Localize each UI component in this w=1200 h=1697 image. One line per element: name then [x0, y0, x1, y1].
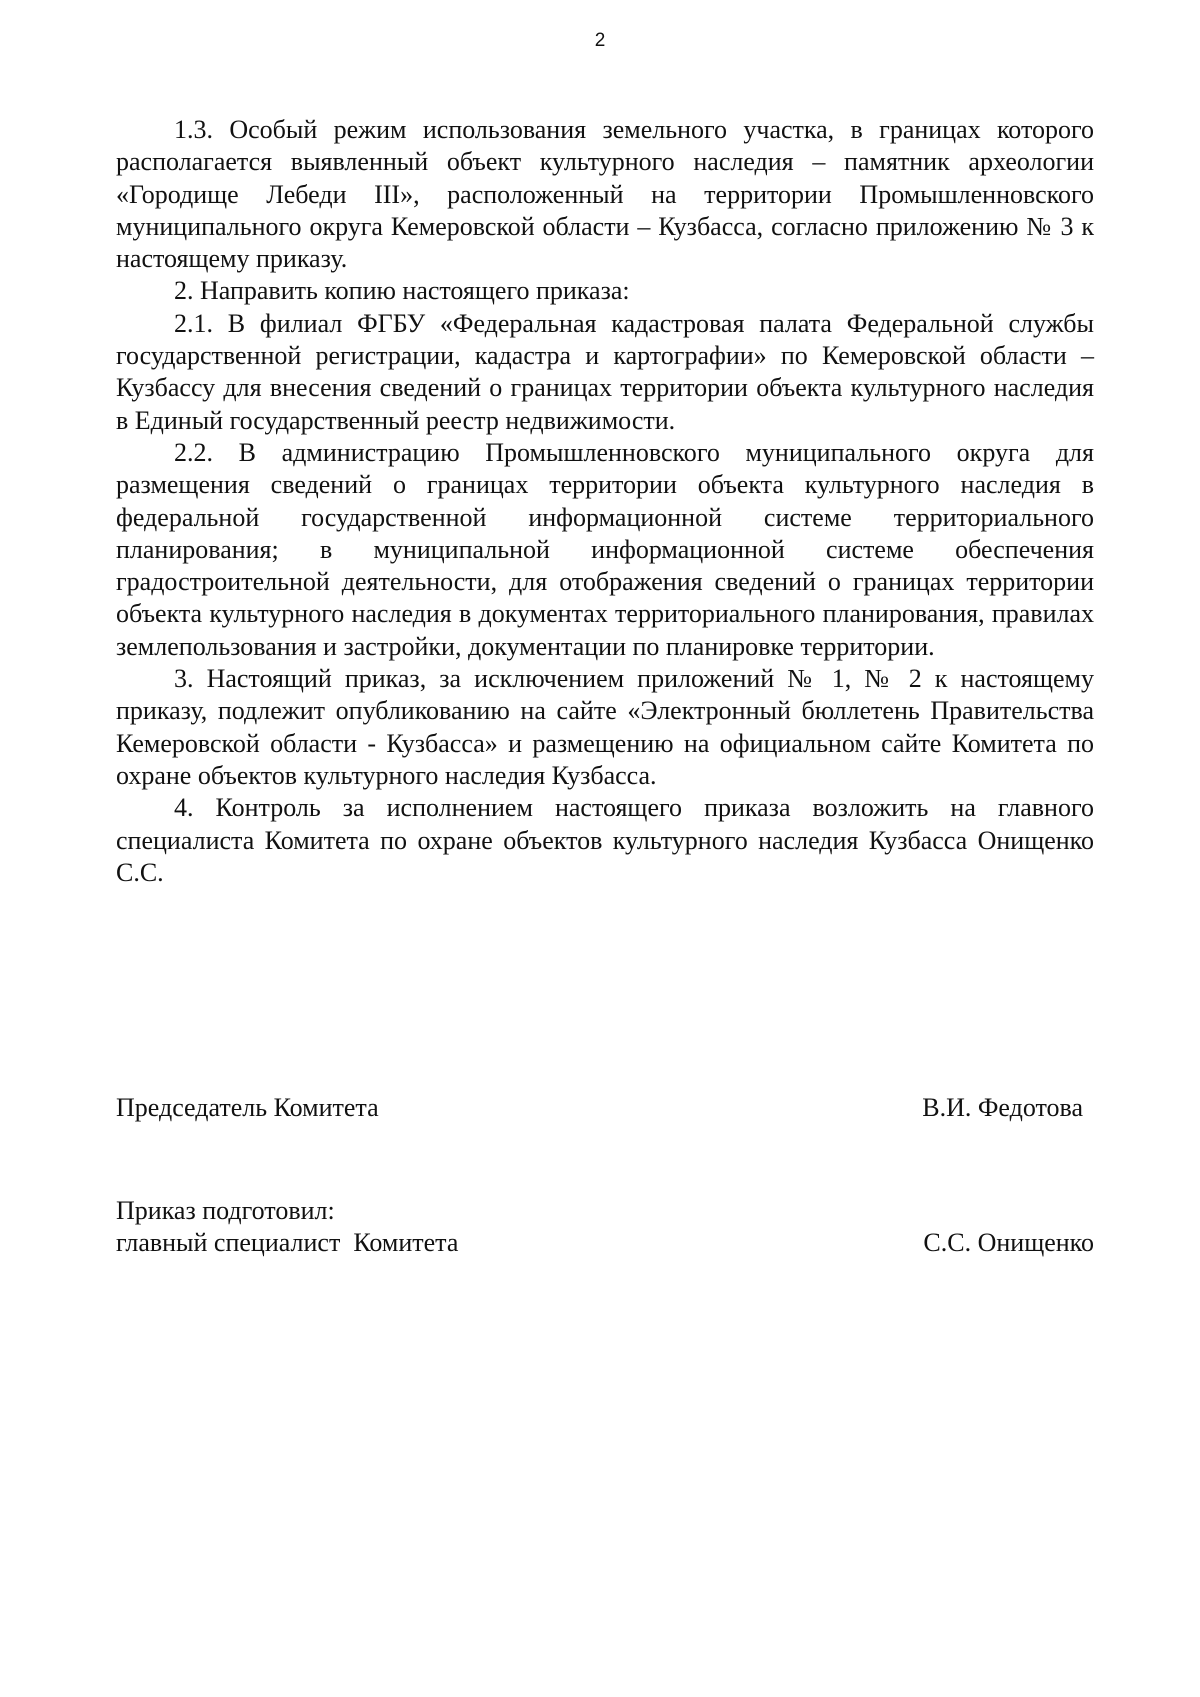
chair-name: В.И. Федотова [922, 1093, 1083, 1122]
paragraph-2: 2. Направить копию настоящего приказа: [174, 276, 630, 306]
paragraph-1-3: 1.3. Особый режим использования земельного участка, в границах которого располагается выявленный объект культурного наследия – памятник археологии «Городище Лебеди III», расположенный на территории Промышленновского муниципального округа Кемеровской области – Кузбасса, согласно приложению № 3 к настоящему приказу. [116, 115, 1094, 274]
paragraph-3: 3. Настоящий приказ, за исключением приложений № 1, № 2 к настоящему приказу, подлежит опубликованию на сайте «Электронный бюллетень Правительства Кемеровской области - Кузбасса» и размещению на официальном сайте Комитета по охране объектов культурного наследия Кузбасса. [116, 664, 1094, 790]
page-number: 2 [594, 30, 606, 51]
chair-title: Председатель Комитета [116, 1093, 379, 1122]
preparer-signature-block [116, 1195, 1094, 1259]
paragraph-2-2: 2.2. В администрацию Промышленновского муниципального округа для размещения сведений о границах территории объекта культурного наследия в федеральной государственной информационной системе территориального планирования; в муниципальной информационной системе обеспечения градостроительной деятельности, для отображения сведений о границах территории объекта культурного наследия в документах территориального планирования, правилах землепользования и застройки, документации по планировке территории. [116, 437, 1094, 661]
paragraph-4: 4. Контроль за исполнением настоящего приказа возложить на главного специалиста Комитета по охране объектов культурного наследия Кузбасса Онищенко С.С. [116, 793, 1094, 887]
chair-signature-block [116, 1092, 1094, 1124]
preparer-name: С.С. Онищенко [923, 1228, 1094, 1257]
prepared-label: Приказ подготовил: [116, 1196, 335, 1225]
order-body [116, 114, 1094, 889]
preparer-title: главный специалист Комитета [116, 1228, 459, 1257]
paragraph-2-1: 2.1. В филиал ФГБУ «Федеральная кадастровая палата Федеральной службы государственной регистрации, кадастра и картографии» по Кемеровской области – Кузбассу для внесения сведений о границах территории объекта культурного наследия в Единый государственный реестр недвижимости. [116, 308, 1094, 435]
